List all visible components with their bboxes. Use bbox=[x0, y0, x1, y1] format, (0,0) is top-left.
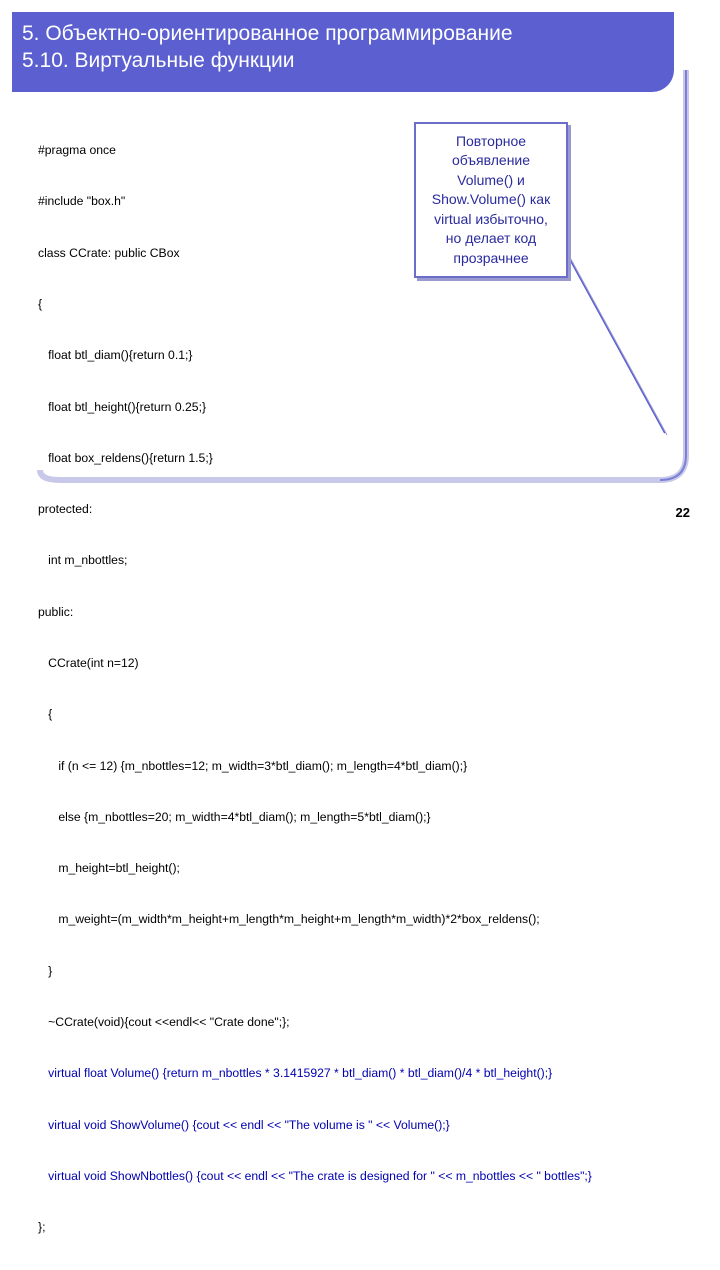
callout-box bbox=[414, 122, 568, 278]
code-line: m_weight=(m_width*m_height+m_length*m_height+m_length*m_width)*2*box_reldens(); bbox=[38, 912, 540, 927]
code-line: m_height=btl_height(); bbox=[38, 861, 180, 876]
code-line-virtual: virtual void ShowNbottles() {cout << endl << "The crate is designed for " << m_nbottles << " bottles";} bbox=[38, 1168, 592, 1183]
code-line: #pragma once bbox=[38, 143, 116, 158]
code-block bbox=[38, 108, 592, 1270]
code-line: float box_reldens(){return 1.5;} bbox=[38, 450, 213, 465]
code-line: protected: bbox=[38, 502, 93, 517]
code-line: public: bbox=[38, 604, 74, 619]
code-line: { bbox=[38, 297, 43, 312]
code-line: ~CCrate(void){cout <<endl<< "Crate done";}; bbox=[38, 1014, 290, 1029]
code-line: class CCrate: public CBox bbox=[38, 245, 180, 260]
title-line-2: 5.10. Виртуальные функции bbox=[22, 49, 295, 72]
slide-title bbox=[22, 20, 513, 74]
page-number: 22 bbox=[675, 505, 690, 520]
code-line: int m_nbottles; bbox=[38, 553, 128, 568]
code-line: { bbox=[38, 707, 53, 722]
code-line: #include "box.h" bbox=[38, 194, 126, 209]
title-line-1: 5. Объектно-ориентированное программирование bbox=[22, 22, 513, 45]
code-line: float btl_height(){return 0.25;} bbox=[38, 399, 207, 414]
code-line: CCrate(int n=12) bbox=[38, 656, 139, 670]
code-line: } bbox=[38, 963, 53, 978]
code-line-virtual: virtual void ShowVolume() {cout << endl << "The volume is " << Volume();} bbox=[38, 1117, 450, 1132]
code-line: else {m_nbottles=20; m_width=4*btl_diam(); m_length=5*btl_diam();} bbox=[38, 809, 431, 824]
code-line: float btl_diam(){return 0.1;} bbox=[38, 348, 193, 363]
callout-text: Повторное объявление Volume() и Show.Volume() как virtual избыточно, но делает код прозрачнее bbox=[431, 132, 551, 266]
code-line: }; bbox=[38, 1220, 46, 1235]
code-line-virtual: virtual float Volume() {return m_nbottles * 3.1415927 * btl_diam() * btl_diam()/4 * btl_height();} bbox=[38, 1066, 553, 1081]
code-line: if (n <= 12) {m_nbottles=12; m_width=3*btl_diam(); m_length=4*btl_diam();} bbox=[38, 758, 468, 773]
